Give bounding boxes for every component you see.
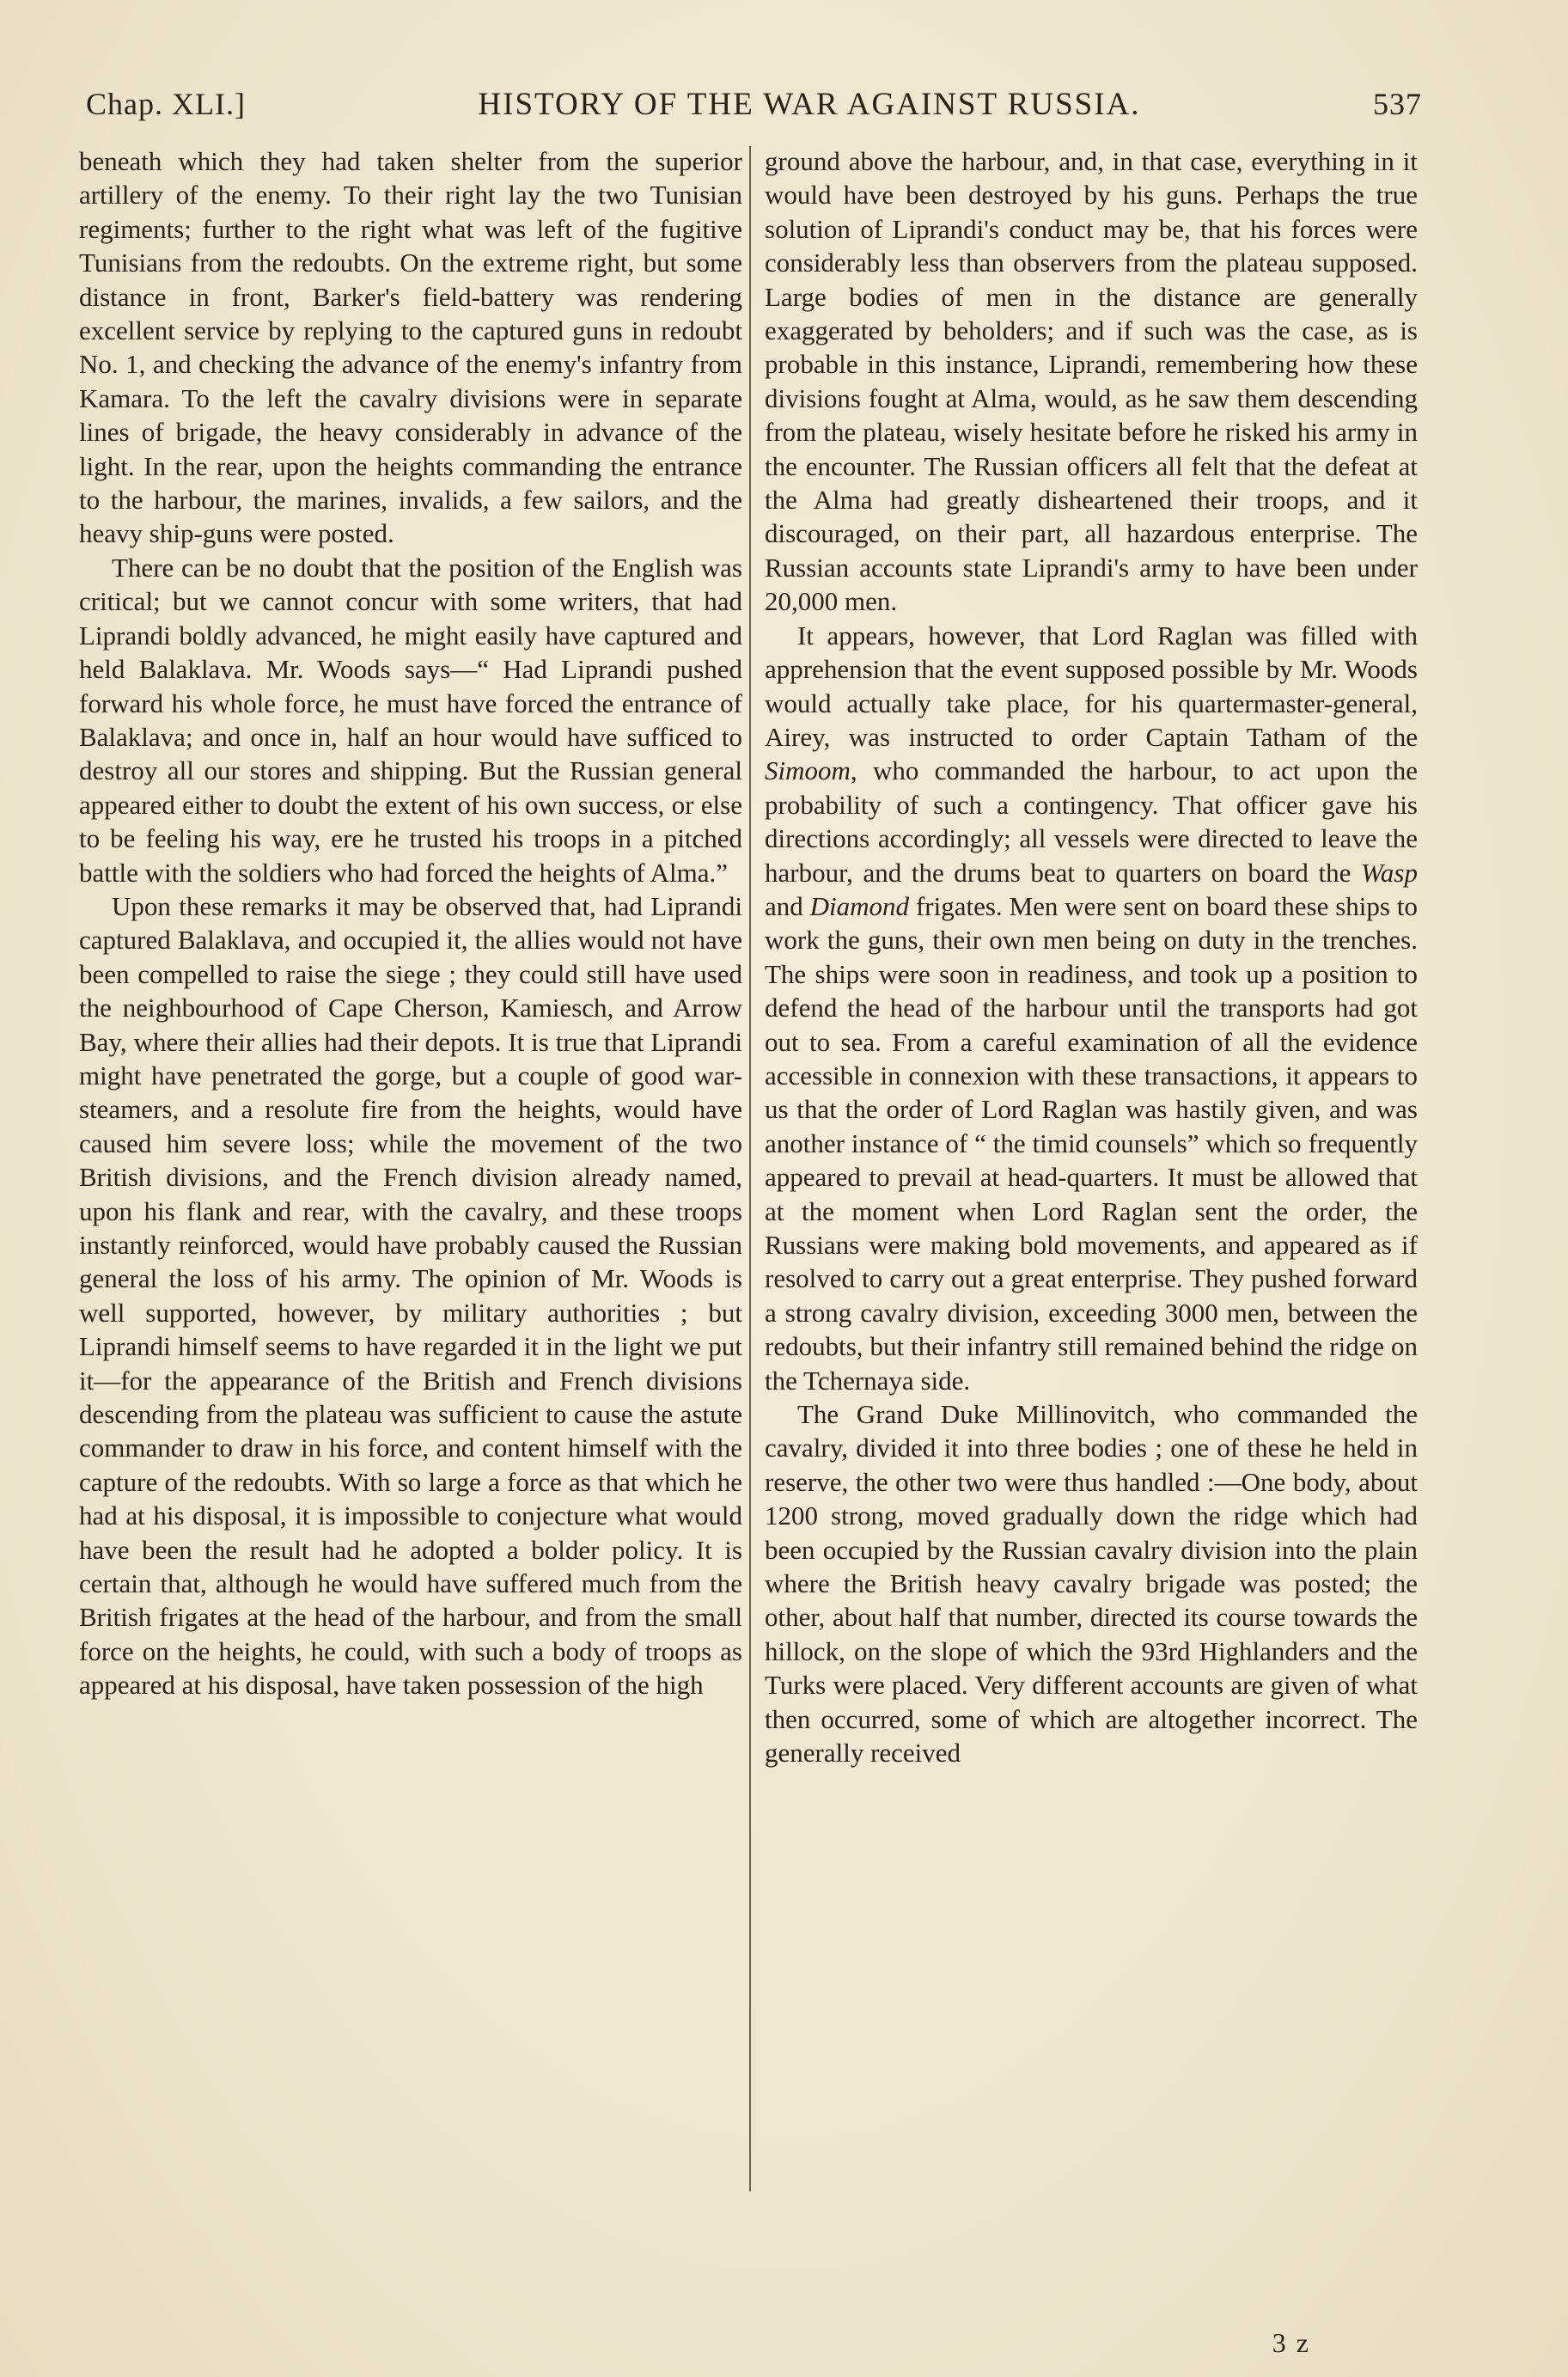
signature-mark: 3 z bbox=[1272, 2327, 1310, 2358]
text-run: , who commanded the harbour, to act upon the probability of such a contingency. That officer gave his directions accordingly; all vessels were directed to leave the harbour, and the drums beat to quarters on board the bbox=[765, 755, 1418, 888]
column-divider bbox=[749, 146, 751, 2191]
chapter-label: Chap. XLI.] bbox=[86, 87, 246, 121]
paragraph: There can be no doubt that the position of the English was critical; but we cannot concur with some writers, that had Liprandi boldly advanced, he might easily have captured and held Balaklava. Mr. Woods says—“ Had Liprandi pushed forward his whole force, he must have forced the entrance of Balaklava; and once in, half an hour would have sufficed to destroy all our stores and shipping. But the Russian general appeared either to doubt the extent of his own success, or else to be feeling his way, ere he trusted his troops in a pitched battle with the soldiers who had forced the heights of Alma.” bbox=[79, 552, 742, 888]
ship-name: Simoom bbox=[765, 755, 851, 786]
text-run: and bbox=[765, 890, 810, 921]
text-run: It appears, however, that Lord Raglan was filled with apprehension that the event supposed possible by Mr. Woods would actually take place, for his quartermaster-general, Airey, was instructed to order Captain Tatham of the bbox=[765, 620, 1418, 752]
paragraph: Upon these remarks it may be observed that, had Liprandi captured Balaklava, and occupied it, the allies would not have been compelled to raise the siege ; they could still have used the neighbourhood of Cape Cherson, Kamiesch, and Arrow Bay, where their allies had their depots. It is true that Liprandi might have penetrated the gorge, but a couple of good war-steamers, and a resolute fire from the heights, would have caused him severe loss; while the movement of the two British divisions, and the French division already named, upon his flank and rear, with the cavalry, and these troops instantly reinforced, would have probably caused the Russian general the loss of his army. The opinion of Mr. Woods is well supported, however, by military authorities ; but Liprandi himself seems to have regarded it in the light we put it—for the appearance of the British and French divisions descending from the plateau was sufficient to cause the astute commander to draw in his force, and content himself with the capture of the redoubts. With so large a force as that which he had at his disposal, it is impossible to conjecture what would have been the result had he adopted a bolder policy. It is certain that, although he would have suffered much from the British frigates at the head of the harbour, and from the small force on the heights, he could, with such a body of troops as appeared at his disposal, have taken possession of the high bbox=[79, 890, 742, 1701]
right-column bbox=[765, 144, 1418, 1770]
paragraph: The Grand Duke Millinovitch, who commanded the cavalry, divided it into three bodies ; one of these he held in reserve, the other two were thus handled :—One body, about 1200 strong, moved gradually down the ridge which had been occupied by the Russian cavalry division into the plain where the British heavy cavalry brigade was posted; the other, about half that number, directed its course towards the hillock, on the slope of which the 93rd Highlanders and the Turks were placed. Very different accounts are given of what then occurred, some of which are altogether incorrect. The generally received bbox=[765, 1399, 1418, 1769]
running-title: HISTORY OF THE WAR AGAINST RUSSIA. bbox=[478, 87, 1141, 122]
paragraph bbox=[765, 619, 1418, 1397]
ship-name: Diamond bbox=[809, 890, 910, 921]
left-column bbox=[79, 144, 742, 1702]
text-run: frigates. Men were sent on board these ships to work the guns, their own men being on duty in the trenches. The ships were soon in readiness, and took up a position to defend the head of the harbour until the transports had got out to sea. From a careful examination of all the evidence accessible in connexion with these transactions, it appears to us that the order of Lord Raglan was hastily given, and was another instance of “ the timid counsels” which so frequently appeared to prevail at head-quarters. It must be allowed that at the moment when Lord Raglan sent the order, the Russians were making bold movements, and appeared as if resolved to carry out a great enterprise. They pushed forward a strong cavalry division, exceeding 3000 men, between the redoubts, but their infantry still remained behind the ridge on the Tchernaya side. bbox=[765, 890, 1419, 1396]
running-header bbox=[86, 86, 1422, 129]
paragraph: beneath which they had taken shelter from the superior artillery of the enemy. To their right lay the two Tunisian regiments; further to the right what was left of the fugitive Tunisians from the redoubts. On the extreme right, but some distance in front, Barker's field-battery was rendering excellent service by replying to the captured guns in redoubt No. 1, and checking the advance of the enemy's infantry from Kamara. To the left the cavalry divisions were in separate lines of brigade, the heavy considerably in advance of the light. In the rear, upon the heights commanding the entrance to the harbour, the marines, invalids, a few sailors, and the heavy ship-guns were posted. bbox=[79, 146, 742, 549]
paragraph: ground above the harbour, and, in that case, everything in it would have been destroyed by his guns. Perhaps the true solution of Liprandi's conduct may be, that his forces were considerably less than observers from the plateau supposed. Large bodies of men in the distance are generally exaggerated by beholders; and if such was the case, as is probable in this instance, Liprandi, remembering how these divisions fought at Alma, would, as he saw them descending from the plateau, wisely hesitate before he risked his army in the encounter. The Russian officers all felt that the defeat at the Alma had greatly disheartened their troops, and it discouraged, on their part, all hazardous enterprise. The Russian accounts state Liprandi's army to have been under 20,000 men. bbox=[765, 146, 1418, 617]
page-number: 537 bbox=[1372, 87, 1422, 121]
ship-name: Wasp bbox=[1360, 857, 1418, 888]
